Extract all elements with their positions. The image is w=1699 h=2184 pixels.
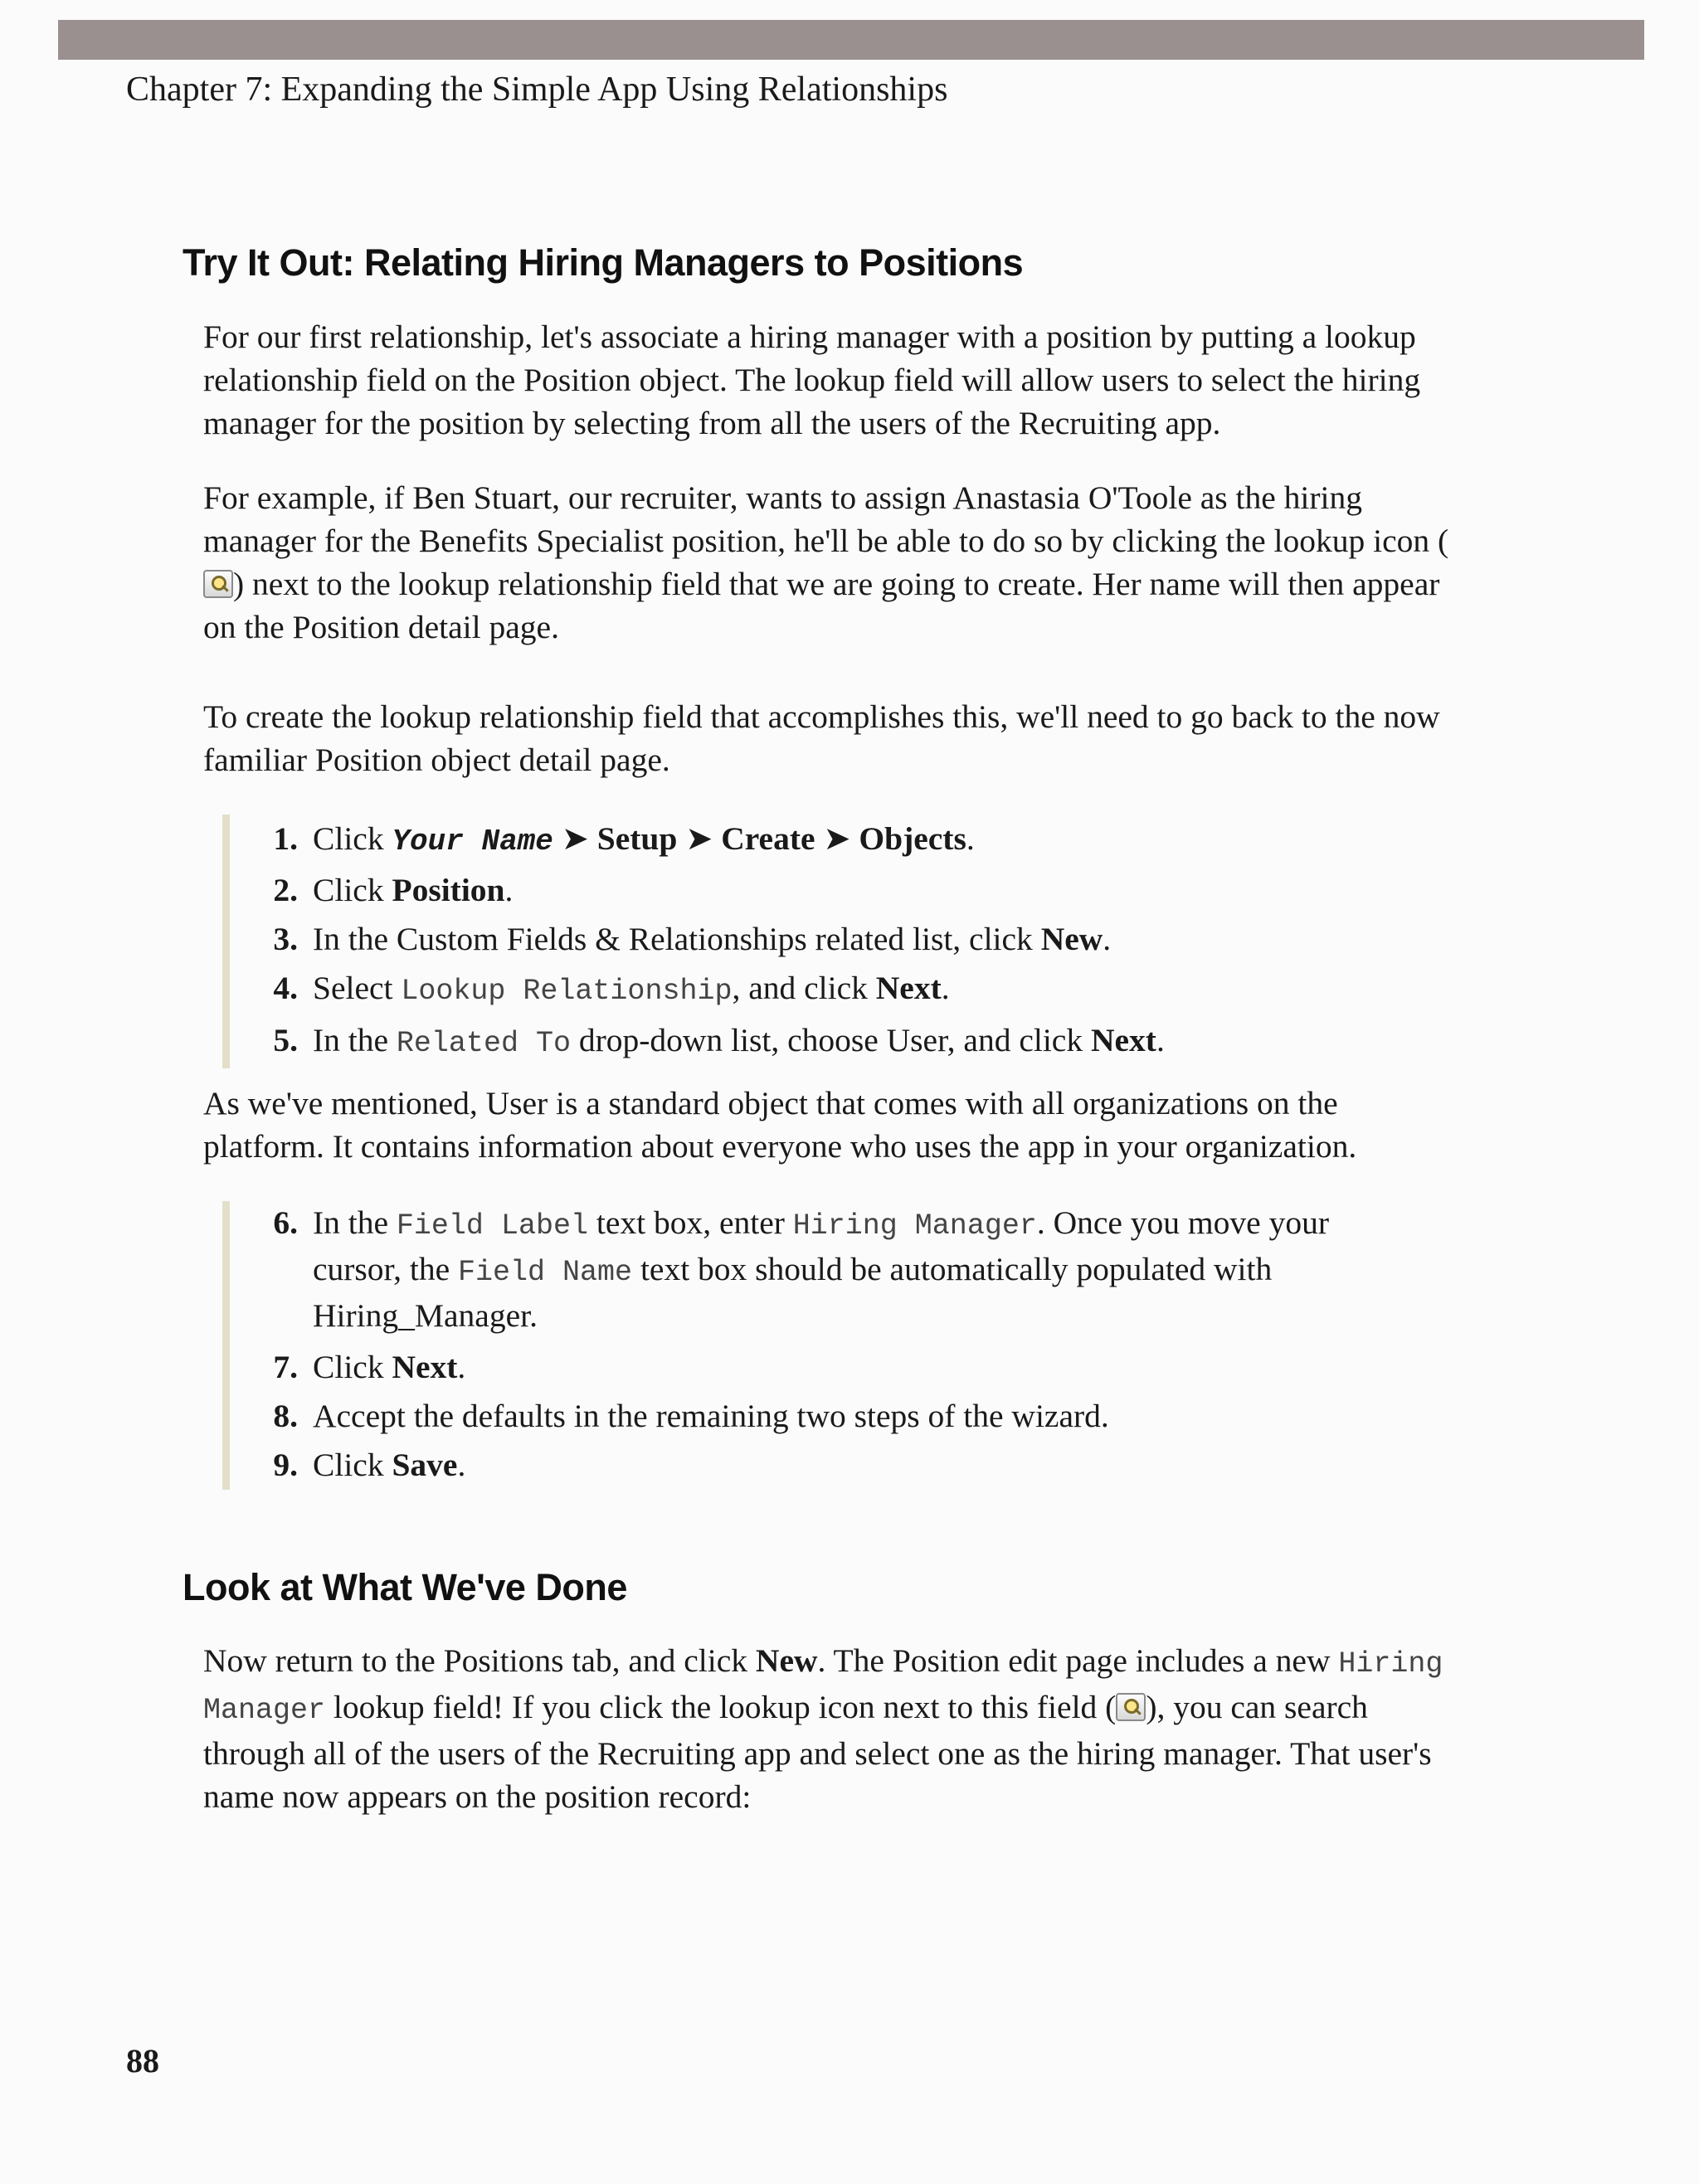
step-4: 4. Select Lookup Relationship, and click Next. [273, 970, 950, 1008]
steps-list-b [222, 1201, 1424, 1490]
paragraph-example: For example, if Ben Stuart, our recruiter, wants to assign Anastasia O'Toole as the hiring manager for the Benefits Specialist position, he'll be able to do so by clicking the lookup icon ( ) next to the lookup relationship field that we are going to create. Her name will then appear on the Position detail page. [203, 479, 1449, 645]
step-8: 8. Accept the defaults in the remaining two steps of the wizard. [273, 1398, 1109, 1434]
step-2: 2. Click Position. [273, 872, 514, 908]
paragraph-intro: For our first relationship, let's associate a hiring manager with a position by putting a lookup relationship field on the Position object. The lookup field will allow users to select the hiring manager for the position by selecting from all the users of the Recruiting app. [203, 319, 1421, 441]
step-5: 5. In the Related To drop-down list, choose User, and click Next. [273, 1022, 1165, 1060]
step-9: 9. Click Save. [273, 1447, 466, 1483]
step-1: 1. Click Your Name ➤ Setup ➤ Create ➤ Objects. [273, 820, 975, 859]
paragraph-user-object: As we've mentioned, User is a standard object that comes with all organizations on the platform. It contains information about everyone who uses the app in your organization. [203, 1085, 1357, 1165]
page-number: 88 [126, 2042, 159, 2079]
step-6: 6. In the Field Label text box, enter Hiring Manager. Once you move your cursor, the Field Name text box should be automatically populated with Hiring_Manager. [273, 1204, 1329, 1334]
header-bar [58, 20, 1644, 60]
lookup-icon [1116, 1693, 1146, 1721]
section-heading-look-at-what: Look at What We've Done [183, 1566, 627, 1608]
steps-list-a [222, 815, 1424, 1068]
section-heading-try-it-out: Try It Out: Relating Hiring Managers to Positions [183, 241, 1024, 284]
step-3: 3. In the Custom Fields & Relationships related list, click New. [273, 921, 1112, 957]
paragraph-result: Now return to the Positions tab, and click New. The Position edit page includes a new Hiring Manager lookup field! If you click the lookup icon next to this field ( ), you can search through all of the users of the Recruiting app and select one as the hiring manager. That user's name now appears on the position record: [203, 1642, 1443, 1815]
lookup-icon [203, 570, 233, 598]
step-7: 7. Click Next. [273, 1349, 466, 1385]
chapter-title: Chapter 7: Expanding the Simple App Using Relationships [126, 71, 948, 109]
paragraph-create-field: To create the lookup relationship field that accomplishes this, we'll need to go back to the now familiar Position object detail page. [203, 698, 1440, 778]
